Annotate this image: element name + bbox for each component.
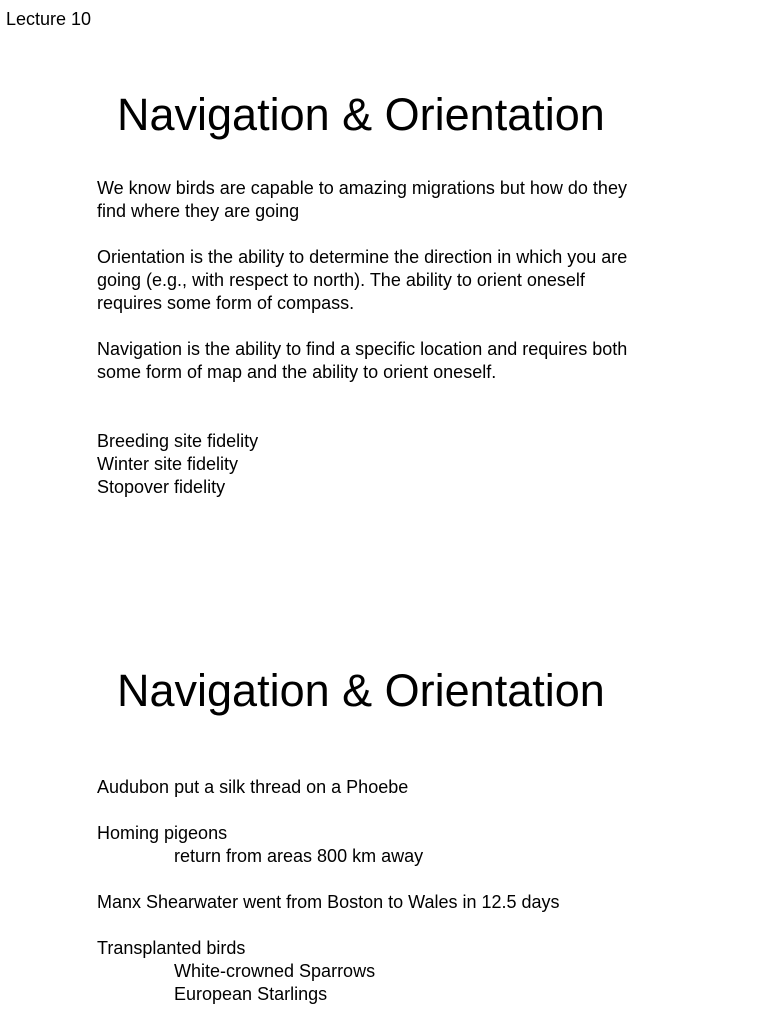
text-line: going (e.g., with respect to north). The ability to orient oneself [97,270,585,290]
text-line-indented: return from areas 800 km away [174,846,424,866]
slide2-item-homing-pigeons [97,822,697,868]
text-line: Homing pigeons [97,823,228,843]
text-line: Orientation is the ability to determine the direction in which you are [97,247,628,267]
text-line: find where they are going [97,201,300,221]
slide1-paragraph-birds [97,177,697,223]
list-item: Breeding site fidelity [97,431,259,451]
text-line-indented: White-crowned Sparrows [174,961,376,981]
slide2-item-manx-shearwater [97,891,697,914]
text-line: Audubon put a silk thread on a Phoebe [97,777,409,797]
slide1-fidelity-list [97,430,697,499]
slide1-paragraph-navigation [97,338,697,384]
slide1-title: Navigation & Orientation [117,89,605,140]
slide2-item-transplanted-birds [97,937,697,1006]
slide2-title: Navigation & Orientation [117,665,605,716]
text-line: requires some form of compass. [97,293,355,313]
list-item: Winter site fidelity [97,454,239,474]
text-line: Navigation is the ability to find a specific location and requires both [97,339,628,359]
text-line: some form of map and the ability to orient oneself. [97,362,497,382]
text-line: We know birds are capable to amazing migrations but how do they [97,178,627,198]
slide1-paragraph-orientation [97,246,697,315]
text-line: Transplanted birds [97,938,246,958]
text-line-indented: European Starlings [174,984,328,1004]
text-line: Manx Shearwater went from Boston to Wales in 12.5 days [97,892,560,912]
list-item: Stopover fidelity [97,477,226,497]
lecture-label: Lecture 10 [6,9,92,29]
slide2-item-audubon [97,776,697,799]
